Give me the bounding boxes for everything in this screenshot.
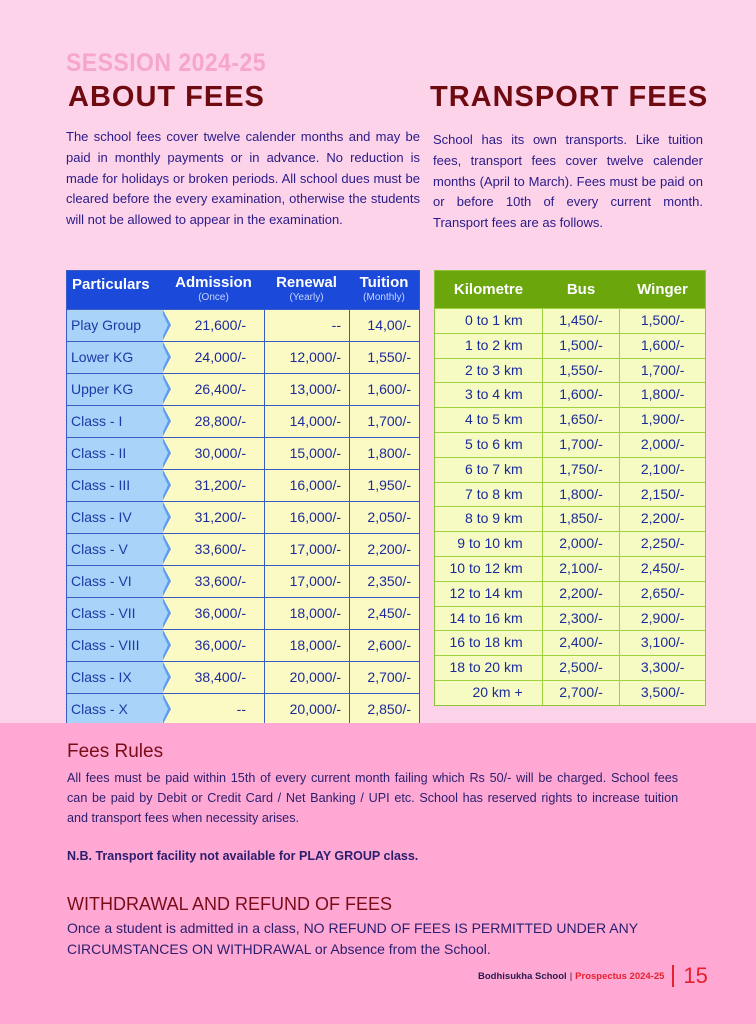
winger-fee-cell: 2,200/- bbox=[640, 510, 685, 527]
bus-fee-cell: 1,550/- bbox=[543, 359, 621, 383]
fee-table-header bbox=[67, 271, 419, 309]
renewal-fee-cell: 18,000/- bbox=[265, 630, 350, 661]
distance-cell: 18 to 20 km bbox=[435, 656, 543, 680]
renewal-fee-cell: 20,000/- bbox=[265, 694, 350, 725]
winger-fee-cell: 1,800/- bbox=[640, 386, 685, 403]
tuition-fee-cell: 1,700/- bbox=[367, 413, 411, 429]
header-renewal bbox=[264, 271, 349, 309]
distance-cell: 10 to 12 km bbox=[435, 557, 543, 581]
transport-table-row bbox=[435, 581, 705, 606]
admission-fee-cell: 28,800/- bbox=[163, 406, 265, 437]
tuition-fee-cell: 14,00/- bbox=[367, 317, 411, 333]
class-name-cell: Class - IV bbox=[67, 502, 163, 533]
bus-fee-cell: 1,700/- bbox=[543, 433, 621, 457]
class-name-cell: Class - II bbox=[67, 438, 163, 469]
admission-fee-cell: 30,000/- bbox=[163, 438, 265, 469]
transport-table-row bbox=[435, 358, 705, 383]
bus-fee-cell: 1,450/- bbox=[543, 309, 621, 333]
class-name-cell: Class - X bbox=[67, 694, 163, 725]
winger-fee-cell: 1,600/- bbox=[640, 336, 685, 353]
withdrawal-heading: WITHDRAWAL AND REFUND OF FEES bbox=[67, 894, 393, 914]
renewal-fee-cell: 16,000/- bbox=[265, 502, 350, 533]
tuition-fee-cell: 1,950/- bbox=[367, 477, 411, 493]
tuition-fee-cell: 2,700/- bbox=[367, 669, 411, 685]
fees-rules-heading: Fees Rules bbox=[67, 741, 164, 762]
transport-table-row bbox=[435, 482, 705, 507]
tuition-fee-cell: 2,850/- bbox=[367, 701, 411, 717]
transport-note: N.B. Transport facility not available for PLAY GROUP class. bbox=[67, 849, 419, 863]
header-particulars bbox=[67, 271, 163, 309]
admission-fee-cell: 31,200/- bbox=[163, 502, 265, 533]
class-name-cell: Class - IX bbox=[67, 662, 163, 693]
class-name-cell: Class - VI bbox=[67, 566, 163, 597]
fee-table-row bbox=[67, 437, 419, 469]
fee-table-row bbox=[67, 501, 419, 533]
transport-table-row bbox=[435, 680, 705, 705]
transport-table-row bbox=[435, 630, 705, 655]
transport-table-row bbox=[435, 333, 705, 358]
header-winger: Winger bbox=[637, 281, 688, 298]
distance-cell: 7 to 8 km bbox=[435, 483, 543, 507]
admission-fee-cell: 31,200/- bbox=[163, 470, 265, 501]
fee-table-row bbox=[67, 405, 419, 437]
distance-cell: 14 to 16 km bbox=[435, 607, 543, 631]
bus-fee-cell: 2,700/- bbox=[543, 681, 621, 705]
admission-fee-cell: 38,400/- bbox=[163, 662, 265, 693]
class-name-cell: Lower KG bbox=[67, 342, 163, 373]
class-name-cell: Class - VII bbox=[67, 598, 163, 629]
winger-fee-cell: 2,150/- bbox=[640, 485, 685, 502]
admission-fee-cell: 36,000/- bbox=[163, 598, 265, 629]
header-label: Particulars bbox=[72, 276, 150, 293]
distance-cell: 0 to 1 km bbox=[435, 309, 543, 333]
renewal-fee-cell: 12,000/- bbox=[265, 342, 350, 373]
distance-cell: 5 to 6 km bbox=[435, 433, 543, 457]
distance-cell: 16 to 18 km bbox=[435, 631, 543, 655]
winger-fee-cell: 2,000/- bbox=[640, 435, 685, 452]
renewal-fee-cell: 17,000/- bbox=[265, 534, 350, 565]
tuition-fee-cell: 1,550/- bbox=[367, 349, 411, 365]
fee-table-row bbox=[67, 469, 419, 501]
admission-fee-cell: 21,600/- bbox=[163, 310, 265, 341]
winger-fee-cell: 1,700/- bbox=[640, 361, 685, 378]
bus-fee-cell: 1,750/- bbox=[543, 458, 621, 482]
fee-table-row bbox=[67, 661, 419, 693]
bus-fee-cell: 1,650/- bbox=[543, 408, 621, 432]
class-name-cell: Play Group bbox=[67, 310, 163, 341]
tuition-fee-cell: 2,450/- bbox=[367, 605, 411, 621]
distance-cell: 1 to 2 km bbox=[435, 334, 543, 358]
transport-table-row bbox=[435, 457, 705, 482]
header-label: Renewal bbox=[276, 274, 337, 291]
about-fees-paragraph: The school fees cover twelve calender months and may be paid in monthly payments or in advance. No reduction is made for holidays or broken periods. All school dues must be cleared before the every examination, otherwise the students will not be allowed to appear in the examination. bbox=[66, 129, 420, 228]
transport-table-row bbox=[435, 531, 705, 556]
bus-fee-cell: 1,500/- bbox=[543, 334, 621, 358]
renewal-fee-cell: 15,000/- bbox=[265, 438, 350, 469]
admission-fee-cell: 33,600/- bbox=[163, 534, 265, 565]
admission-fee-cell: 26,400/- bbox=[163, 374, 265, 405]
transport-table-row bbox=[435, 556, 705, 581]
winger-fee-cell: 2,250/- bbox=[640, 535, 685, 552]
bus-fee-cell: 1,600/- bbox=[543, 383, 621, 407]
header-label: Tuition bbox=[359, 274, 409, 291]
footer-separator: | bbox=[569, 970, 573, 982]
renewal-fee-cell: 16,000/- bbox=[265, 470, 350, 501]
fee-table-row bbox=[67, 341, 419, 373]
tuition-fee-cell: 2,350/- bbox=[367, 573, 411, 589]
fee-table-row bbox=[67, 309, 419, 341]
transport-table-row bbox=[435, 382, 705, 407]
bus-fee-cell: 2,400/- bbox=[543, 631, 621, 655]
class-name-cell: Class - III bbox=[67, 470, 163, 501]
transport-fees-heading: TRANSPORT FEES bbox=[430, 81, 709, 113]
distance-cell: 6 to 7 km bbox=[435, 458, 543, 482]
fees-rules-text: All fees must be paid within 15th of every current month failing which Rs 50/- will be charged. School fees can be paid by Debit or Credit Card / Net Banking / UPI etc. School has reserved rights to increase tuition and transport fees when necessity arises. bbox=[67, 770, 679, 825]
bus-fee-cell: 1,850/- bbox=[543, 507, 621, 531]
header-admission bbox=[163, 271, 264, 309]
renewal-fee-cell: 14,000/- bbox=[265, 406, 350, 437]
distance-cell: 12 to 14 km bbox=[435, 582, 543, 606]
winger-fee-cell: 2,900/- bbox=[640, 609, 685, 626]
class-name-cell: Upper KG bbox=[67, 374, 163, 405]
transport-fees-table bbox=[434, 270, 706, 706]
class-name-cell: Class - V bbox=[67, 534, 163, 565]
winger-fee-cell: 2,450/- bbox=[640, 559, 685, 576]
bus-fee-cell: 2,000/- bbox=[543, 532, 621, 556]
header-bus: Bus bbox=[566, 281, 596, 298]
renewal-fee-cell: 20,000/- bbox=[265, 662, 350, 693]
tuition-fee-cell: 1,800/- bbox=[367, 445, 411, 461]
header-kilometre: Kilometre bbox=[453, 281, 524, 298]
session-label: SESSION 2024-25 bbox=[66, 49, 266, 77]
page-footer bbox=[478, 963, 708, 989]
footer-divider bbox=[672, 965, 674, 987]
bus-fee-cell: 2,500/- bbox=[543, 656, 621, 680]
distance-cell: 4 to 5 km bbox=[435, 408, 543, 432]
footer-prospectus: Prospectus 2024-25 bbox=[575, 970, 665, 982]
bus-fee-cell: 1,800/- bbox=[543, 483, 621, 507]
transport-table-row bbox=[435, 606, 705, 631]
transport-table-header bbox=[435, 271, 705, 308]
bus-fee-cell: 2,300/- bbox=[543, 607, 621, 631]
bus-fee-cell: 2,100/- bbox=[543, 557, 621, 581]
distance-cell: 3 to 4 km bbox=[435, 383, 543, 407]
about-fees-heading: ABOUT FEES bbox=[68, 81, 265, 113]
admission-fee-cell: 33,600/- bbox=[163, 566, 265, 597]
bus-fee-cell: 2,200/- bbox=[543, 582, 621, 606]
renewal-fee-cell: 17,000/- bbox=[265, 566, 350, 597]
distance-cell: 20 km + bbox=[435, 681, 543, 705]
header-sublabel: (Yearly) bbox=[289, 292, 324, 303]
renewal-fee-cell: -- bbox=[265, 310, 350, 341]
fee-table-row bbox=[67, 629, 419, 661]
winger-fee-cell: 3,300/- bbox=[640, 659, 685, 676]
winger-fee-cell: 1,900/- bbox=[640, 411, 685, 428]
renewal-fee-cell: 18,000/- bbox=[265, 598, 350, 629]
school-fees-table bbox=[66, 270, 420, 726]
distance-cell: 9 to 10 km bbox=[435, 532, 543, 556]
transport-table-row bbox=[435, 655, 705, 680]
admission-fee-cell: -- bbox=[163, 694, 265, 725]
header-tuition bbox=[349, 271, 419, 309]
admission-fee-cell: 36,000/- bbox=[163, 630, 265, 661]
fee-table-row bbox=[67, 373, 419, 405]
transport-table-row bbox=[435, 308, 705, 333]
admission-fee-cell: 24,000/- bbox=[163, 342, 265, 373]
tuition-fee-cell: 2,600/- bbox=[367, 637, 411, 653]
tuition-fee-cell: 2,050/- bbox=[367, 509, 411, 525]
footer-school-name: Bodhisukha School bbox=[478, 970, 567, 982]
fee-table-row bbox=[67, 597, 419, 629]
winger-fee-cell: 2,100/- bbox=[640, 460, 685, 477]
tuition-fee-cell: 2,200/- bbox=[367, 541, 411, 557]
class-name-cell: Class - I bbox=[67, 406, 163, 437]
header-sublabel: (Monthly) bbox=[363, 292, 405, 303]
fee-table-row bbox=[67, 533, 419, 565]
distance-cell: 2 to 3 km bbox=[435, 359, 543, 383]
transport-table-row bbox=[435, 506, 705, 531]
transport-table-row bbox=[435, 407, 705, 432]
winger-fee-cell: 3,100/- bbox=[640, 634, 685, 651]
header-sublabel: (Once) bbox=[198, 292, 229, 303]
fee-table-row bbox=[67, 565, 419, 597]
winger-fee-cell: 3,500/- bbox=[640, 683, 685, 700]
fee-table-row bbox=[67, 693, 419, 725]
withdrawal-text: Once a student is admitted in a class, NO REFUND OF FEES IS PERMITTED UNDER ANY CIRCUMSTANCES ON WITHDRAWAL or Absence from the School. bbox=[67, 920, 638, 957]
winger-fee-cell: 1,500/- bbox=[640, 312, 685, 328]
transport-fees-paragraph: School has its own transports. Like tuition fees, transport fees cover twelve calender months (April to March). Fees must be paid on or before 10th of every current month. Transport fees are as follows. bbox=[433, 132, 703, 231]
transport-table-row bbox=[435, 432, 705, 457]
header-label: Admission bbox=[175, 274, 252, 291]
renewal-fee-cell: 13,000/- bbox=[265, 374, 350, 405]
winger-fee-cell: 2,650/- bbox=[640, 584, 685, 601]
page-number: 15 bbox=[683, 963, 708, 988]
tuition-fee-cell: 1,600/- bbox=[367, 381, 411, 397]
class-name-cell: Class - VIII bbox=[67, 630, 163, 661]
distance-cell: 8 to 9 km bbox=[435, 507, 543, 531]
